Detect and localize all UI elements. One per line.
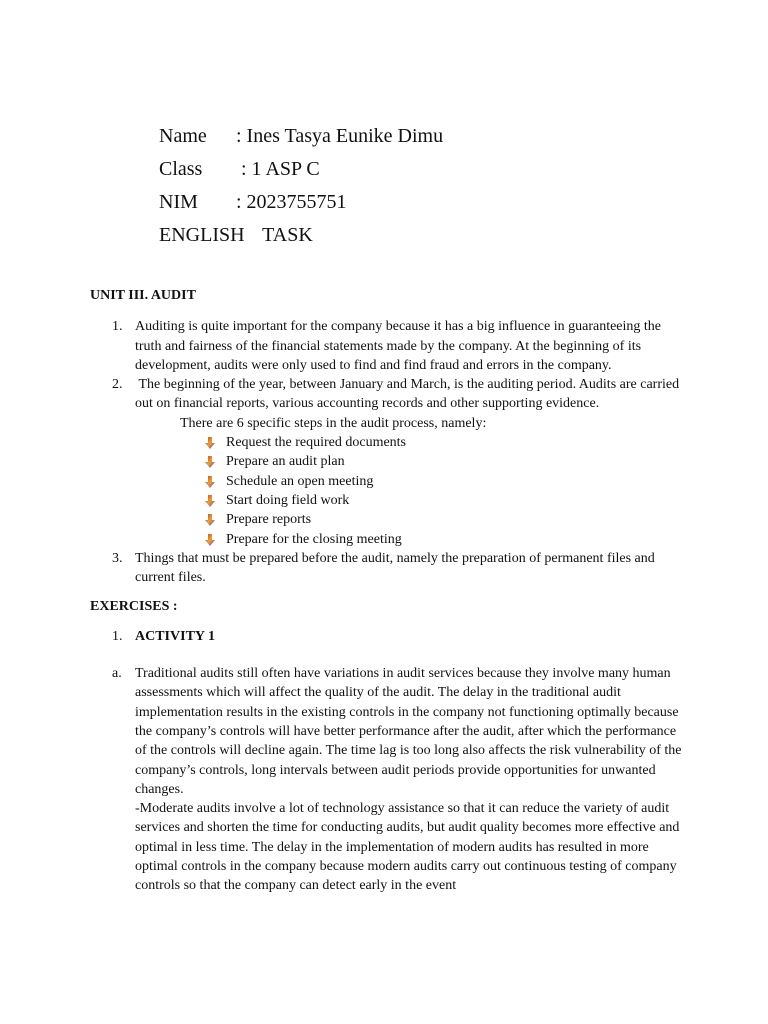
- activity-heading: [90, 627, 690, 646]
- task-row: [159, 219, 443, 252]
- task-label: ENGLISH TASK: [159, 224, 313, 246]
- arrow-bullet-icon: [204, 514, 216, 526]
- arrow-bullet-icon: [204, 495, 216, 507]
- steps-list: [135, 433, 690, 549]
- arrow-bullet-icon: [204, 456, 216, 468]
- list-item-text: Things that must be prepared before the audit, namely the preparation of permanent files and current files.: [135, 550, 655, 586]
- name-label: Name: [159, 125, 207, 147]
- arrow-bullet-icon: [204, 437, 216, 449]
- class-label: Class: [159, 158, 203, 180]
- step-item: [204, 530, 690, 549]
- step-item: [204, 472, 690, 491]
- name-row: [159, 120, 443, 153]
- step-text: Start doing field work: [226, 492, 350, 508]
- step-text: Request the required documents: [226, 435, 407, 451]
- list-item-number: 2.: [112, 377, 123, 393]
- step-item: [204, 491, 690, 510]
- nim-label: NIM: [159, 191, 198, 213]
- class-row: [159, 153, 443, 186]
- step-item: [204, 510, 690, 529]
- list-item: [90, 317, 690, 375]
- nim-value: : 2023755751: [236, 191, 347, 213]
- answer-item: [90, 664, 690, 896]
- nim-row: [159, 186, 443, 219]
- step-text: Schedule an open meeting: [226, 473, 374, 489]
- activity-label: ACTIVITY 1: [135, 628, 215, 644]
- list-item-text: The beginning of the year, between January and March, is the auditing period. Audits are carried out on financial reports, various accounting records and other supporting evidence.: [135, 377, 683, 412]
- answer-paragraph: -Moderate audits involve a lot of technology assistance so that it can reduce the variety of audit services and shorten the time for conducting audits, but audit quality becomes more effective and optimal in less time. The delay in the implementation of modern audits has resulted in more optimal controls in the company because modern audits carry out continuous testing of company controls so that the company can detect early in the event: [135, 801, 680, 894]
- unit-list: [90, 317, 690, 587]
- step-text: Prepare reports: [226, 512, 312, 528]
- step-text: Prepare for the closing meeting: [226, 531, 402, 547]
- step-text: Prepare an audit plan: [226, 454, 345, 470]
- class-value: : 1 ASP C: [236, 158, 320, 180]
- step-item: [204, 433, 690, 452]
- arrow-bullet-icon: [204, 534, 216, 546]
- unit-title: UNIT III. AUDIT: [90, 288, 196, 303]
- arrow-bullet-icon: [204, 476, 216, 488]
- list-item: [90, 375, 690, 549]
- answer-paragraph: Traditional audits still often have variations in audit services because they involve many human assessments which will affect the quality of the audit. The delay in the traditional audit implementation results in the existing controls in the company not functioning optimally because the company’s controls will have better performance after the audit, after which the performance of the controls will decline again. The time lag is too long also affects the risk vulnerability of the company’s controls, long intervals between audit periods provide opportunities for unwanted changes.: [135, 666, 682, 797]
- activity-answers: [90, 664, 690, 896]
- activity-number: 1.: [112, 628, 123, 644]
- list-item-text: Auditing is quite important for the company because it has a big influence in guaranteeing the truth and fairness of the financial statements made by the company. At the beginning of its development, audits were only used to find and find fraud and errors in the company.: [135, 319, 662, 373]
- name-value: : Ines Tasya Eunike Dimu: [236, 125, 444, 147]
- student-info-header: [159, 120, 443, 252]
- step-item: [204, 452, 690, 471]
- steps-intro: There are 6 specific steps in the audit process, namely:: [180, 415, 487, 431]
- answer-label: a.: [112, 666, 122, 682]
- exercises-title: EXERCISES :: [90, 599, 178, 615]
- list-item-number: 1.: [112, 319, 123, 335]
- list-item-number: 3.: [112, 550, 123, 566]
- document-body: [90, 286, 690, 896]
- list-item: [90, 549, 690, 588]
